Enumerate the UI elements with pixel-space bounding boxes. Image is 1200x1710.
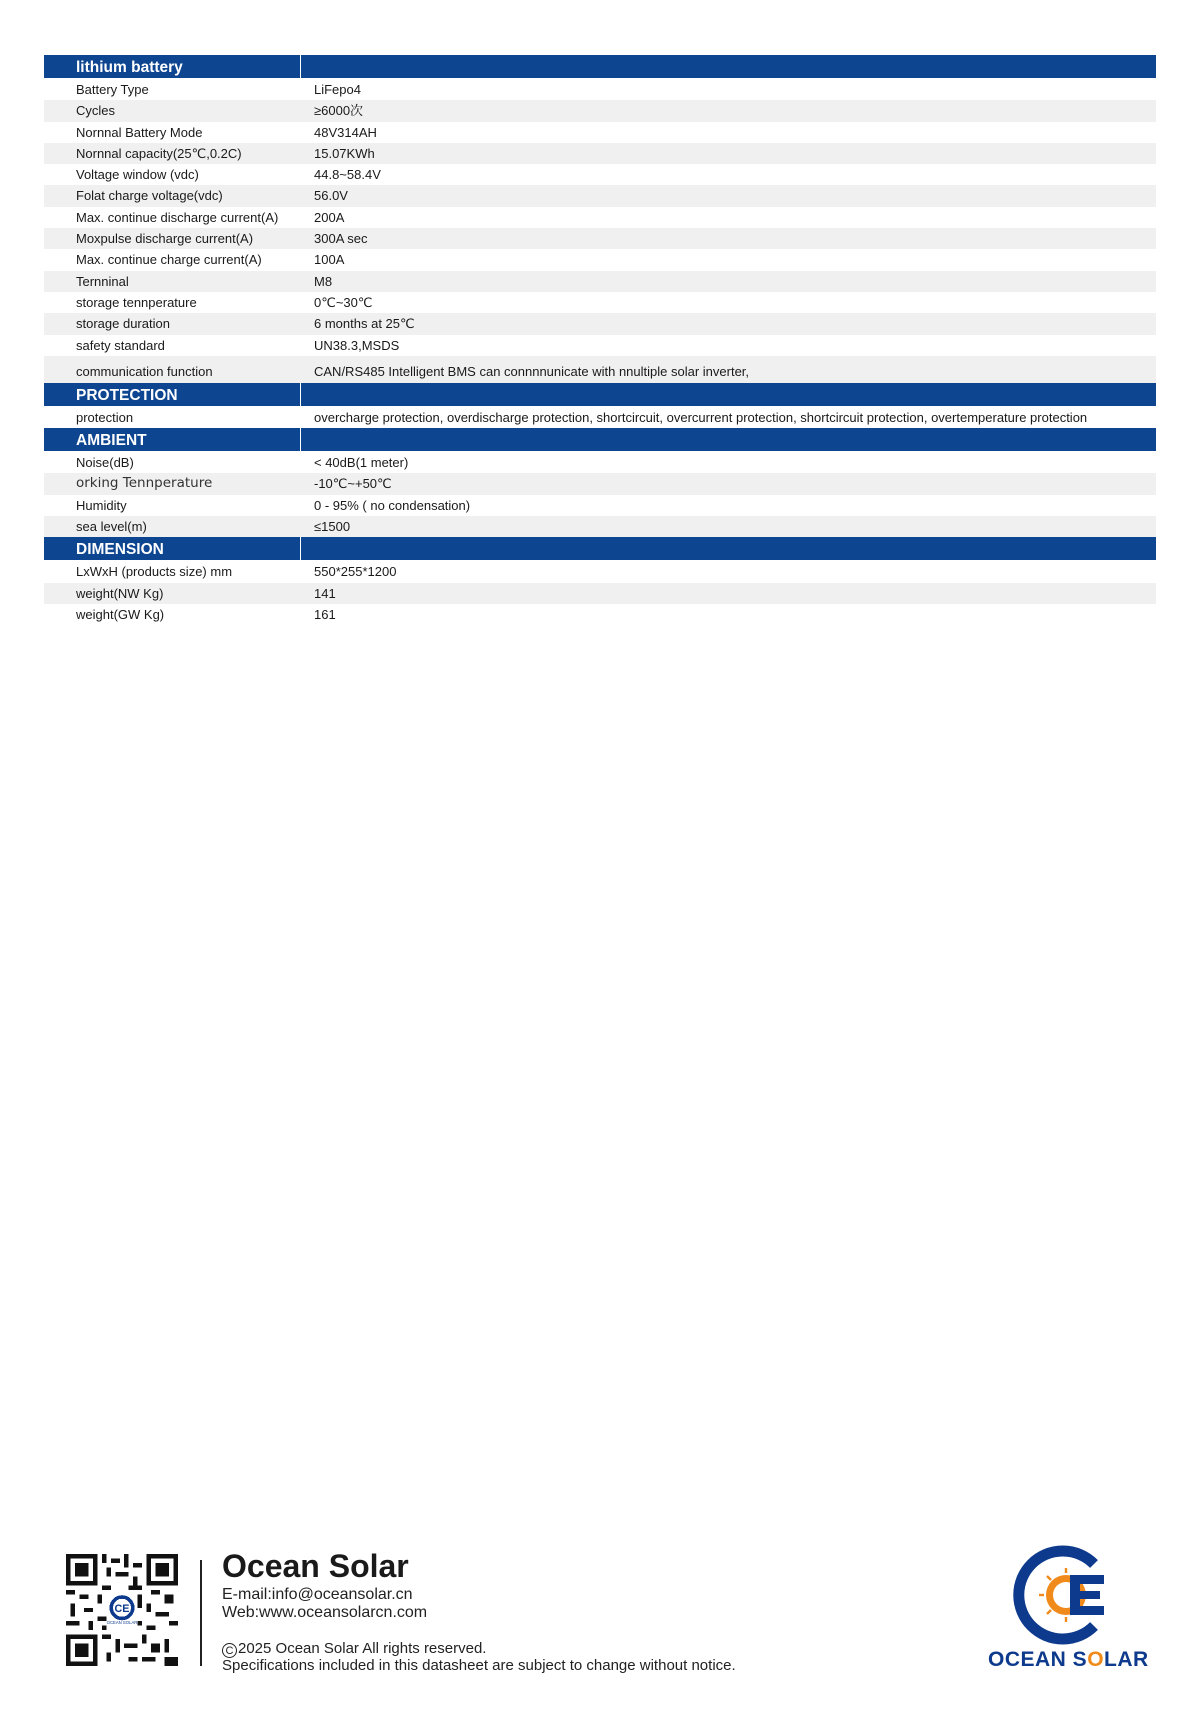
- brand-text-1: OCEAN S: [988, 1648, 1088, 1671]
- table-row: [44, 271, 1156, 292]
- spec-label: Cycles: [76, 103, 116, 119]
- spec-value: 550*255*1200: [314, 564, 397, 580]
- spec-label: communication function: [76, 363, 213, 379]
- svg-text:CE: CE: [114, 1602, 130, 1615]
- table-row: [44, 583, 1156, 604]
- spec-label: Ternninal: [76, 273, 129, 289]
- spec-value: 15.07KWh: [314, 145, 375, 161]
- spec-value: 100A: [314, 252, 345, 268]
- brand-text-2: LAR: [1104, 1648, 1149, 1671]
- section-title: DIMENSION: [44, 537, 301, 560]
- section-title: AMBIENT: [44, 428, 301, 451]
- section-header-ambient: [44, 428, 1156, 452]
- spec-label: Humidity: [76, 497, 127, 513]
- qr-code[interactable]: [66, 1554, 178, 1666]
- copyright-text: 2025 Ocean Solar All rights reserved.: [238, 1640, 487, 1657]
- spec-label: weight(NW Kg): [76, 585, 164, 601]
- table-row: [44, 249, 1156, 270]
- spec-value: 161: [314, 606, 336, 622]
- footer: [0, 1540, 1200, 1710]
- spec-value: ≥6000次: [314, 103, 364, 119]
- spec-value: 0℃~30℃: [314, 294, 373, 310]
- spec-value: -10℃~+50℃: [314, 476, 392, 492]
- table-row: [44, 407, 1156, 428]
- spec-label: Battery Type: [76, 82, 149, 97]
- divider: [200, 1560, 202, 1666]
- spec-label: Nornnal Battery Mode: [76, 124, 203, 140]
- spec-value: 48V314AH: [314, 124, 377, 140]
- spec-value: 141: [314, 585, 336, 601]
- spec-label: weight(GW Kg): [76, 606, 165, 622]
- spec-label: orking Tennperature: [76, 475, 213, 492]
- spec-value: UN38.3,MSDS: [314, 337, 400, 353]
- spec-value: 56.0V: [314, 188, 348, 204]
- spec-label: safety standard: [76, 337, 165, 353]
- spec-label: LxWxH (products size) mm: [76, 564, 233, 580]
- section-header-protection: [44, 383, 1156, 407]
- spec-value: 200A: [314, 209, 345, 225]
- spec-value: overcharge protection, overdischarge protection, shortcircuit, overcurrent protection, shortcircuit protection, overtemperature protection: [314, 409, 1088, 425]
- copyright-icon: C: [222, 1643, 237, 1658]
- copyright: [222, 1640, 486, 1658]
- table-row: [44, 356, 1156, 383]
- spec-label: Moxpulse discharge current(A): [76, 231, 254, 247]
- section-header-lithium-battery: [44, 55, 1156, 79]
- spec-value: 0 - 95% ( no condensation): [314, 497, 471, 513]
- spec-label: Folat charge voltage(vdc): [76, 188, 223, 204]
- table-row: [44, 207, 1156, 228]
- brand-text-o: O: [1087, 1648, 1105, 1671]
- spec-value: LiFepo4: [314, 82, 361, 97]
- spec-value: 300A sec: [314, 231, 368, 247]
- spec-label: protection: [76, 409, 134, 425]
- table-row: [44, 473, 1156, 494]
- table-row: [44, 185, 1156, 206]
- table-row: [44, 335, 1156, 356]
- table-row: [44, 452, 1156, 473]
- qr-logo-text: [107, 1620, 138, 1625]
- spec-value: 6 months at 25℃: [314, 316, 415, 332]
- section-header-dimension: [44, 537, 1156, 561]
- table-row: [44, 143, 1156, 164]
- disclaimer: Specifications included in this datasheet are subject to change without notice.: [222, 1657, 736, 1674]
- table-row: [44, 561, 1156, 582]
- website-link[interactable]: Web:www.oceansolarcn.com: [222, 1604, 428, 1621]
- spec-value: M8: [314, 273, 333, 289]
- spec-value: < 40dB(1 meter): [314, 455, 409, 471]
- table-row: [44, 313, 1156, 334]
- ocean-solar-logo-icon: [1012, 1540, 1122, 1650]
- table-row: [44, 122, 1156, 143]
- table-row: [44, 79, 1156, 100]
- table-row: [44, 495, 1156, 516]
- spec-label: Nornnal capacity(25℃,0.2C): [76, 145, 242, 161]
- table-row: [44, 292, 1156, 313]
- email-link[interactable]: E-mail:info@oceansolar.cn: [222, 1586, 413, 1603]
- spec-label: Max. continue discharge current(A): [76, 209, 279, 225]
- spec-label: Voltage window (vdc): [76, 167, 199, 183]
- spec-sheet: [44, 55, 1156, 625]
- brand-wordmark: [988, 1648, 1149, 1672]
- spec-label: storage tennperature: [76, 294, 197, 310]
- spec-label: Max. continue charge current(A): [76, 252, 262, 268]
- spec-label: storage duration: [76, 316, 170, 332]
- spec-value: 44.8~58.4V: [314, 167, 381, 183]
- table-row: [44, 604, 1156, 625]
- spec-value: CAN/RS485 Intelligent BMS can connnnunicate with nnultiple solar inverter,: [314, 363, 750, 379]
- section-title: lithium battery: [44, 55, 301, 78]
- table-row: [44, 164, 1156, 185]
- table-row: [44, 228, 1156, 249]
- table-row: [44, 516, 1156, 537]
- company-name: Ocean Solar: [222, 1548, 409, 1584]
- spec-label: sea level(m): [76, 519, 147, 535]
- spec-value: ≤1500: [314, 519, 351, 535]
- spec-label: Noise(dB): [76, 455, 134, 471]
- table-row: [44, 100, 1156, 121]
- section-title: PROTECTION: [44, 383, 301, 406]
